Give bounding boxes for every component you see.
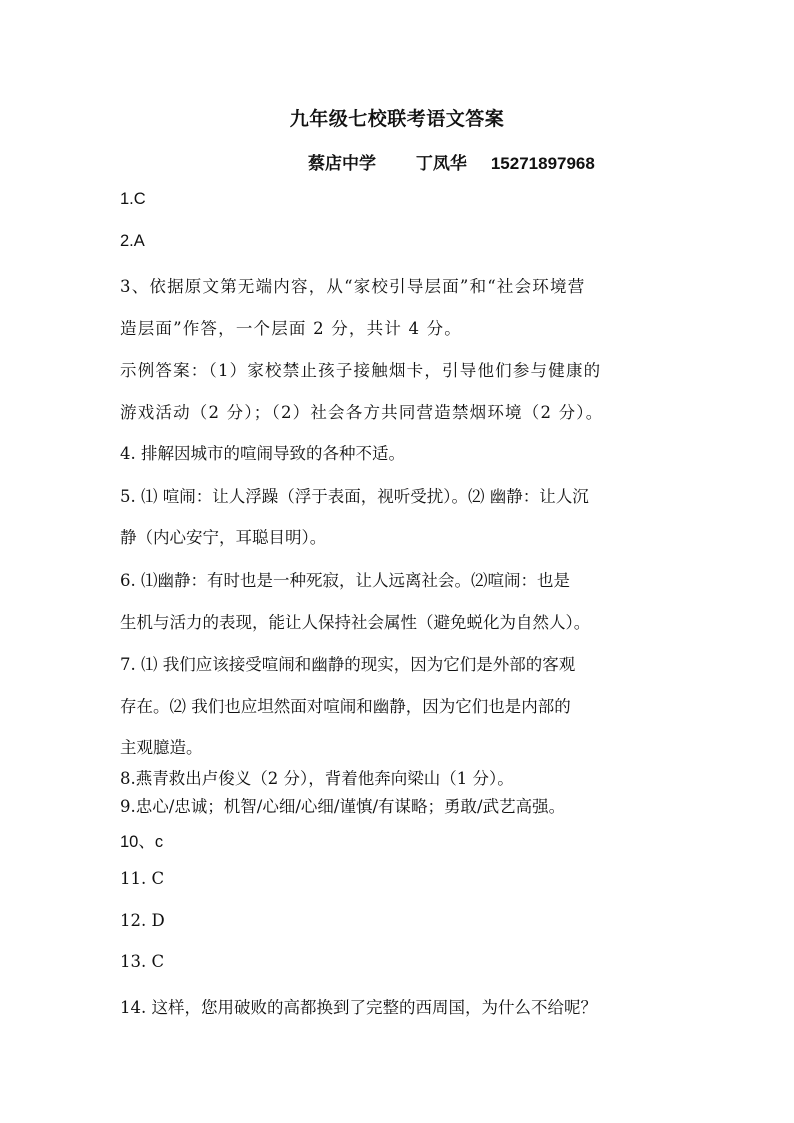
author-line [308,149,595,174]
school-name: 蔡店中学 [308,154,376,174]
answer-9: 9.忠心/忠诚；机智/心细/心细/谨慎/有谋略；勇敢/武艺高强。 [120,797,566,816]
answer-11: 11. C [120,869,165,888]
answer-7-line-1: 7. ⑴ 我们应该接受喧闹和幽静的现实，因为它们是外部的客观 [120,655,576,674]
phone-number: 15271897968 [490,154,595,173]
answer-3-line-4: 游戏活动（2 分）；（2）社会各方共同营造禁烟环境（2 分）。 [120,403,604,422]
answer-3-line-1: 3、依据原文第无端内容，从“家校引导层面”和“社会环境营 [120,277,586,296]
answer-7-line-3: 主观臆造。 [120,738,203,757]
answer-1: 1.C [120,190,146,208]
answer-8: 8.燕青救出卢俊义（2 分），背着他奔向梁山（1 分）。 [120,769,514,788]
document-title: 九年级七校联考语文答案 [289,108,505,130]
answer-12: 12. D [120,911,165,930]
author-name: 丁凤华 [415,154,467,174]
answer-2: 2.A [120,232,145,250]
answer-6-line-2: 生机与活力的表现，能让人保持社会属性（避免蜕化为自然人）。 [120,613,591,632]
answer-10: 10、c [120,833,164,851]
answer-4: 4. 排解因城市的喧闹导致的各种不适。 [120,444,405,463]
answer-6-line-1: 6. ⑴幽静：有时也是一种死寂，让人远离社会。⑵喧闹：也是 [120,571,570,590]
answer-3-line-3: 示例答案：（1）家校禁止孩子接触烟卡，引导他们参与健康的 [120,361,602,380]
answer-3-line-2: 造层面”作答，一个层面 2 分，共计 4 分。 [120,319,463,338]
answer-13: 13. C [120,952,165,971]
answer-7-line-2: 存在。⑵ 我们也应坦然面对喧闹和幽静，因为它们也是内部的 [120,697,571,716]
answer-14: 14. 这样，您用破败的高都换到了完整的西周国，为什么不给呢？ [120,998,597,1017]
answer-5-line-1: 5. ⑴ 喧闹：让人浮躁（浮于表面，视听受扰）。⑵ 幽静：让人沉 [120,487,589,506]
answer-5-line-2: 静（内心安宁，耳聪目明）。 [120,528,327,547]
